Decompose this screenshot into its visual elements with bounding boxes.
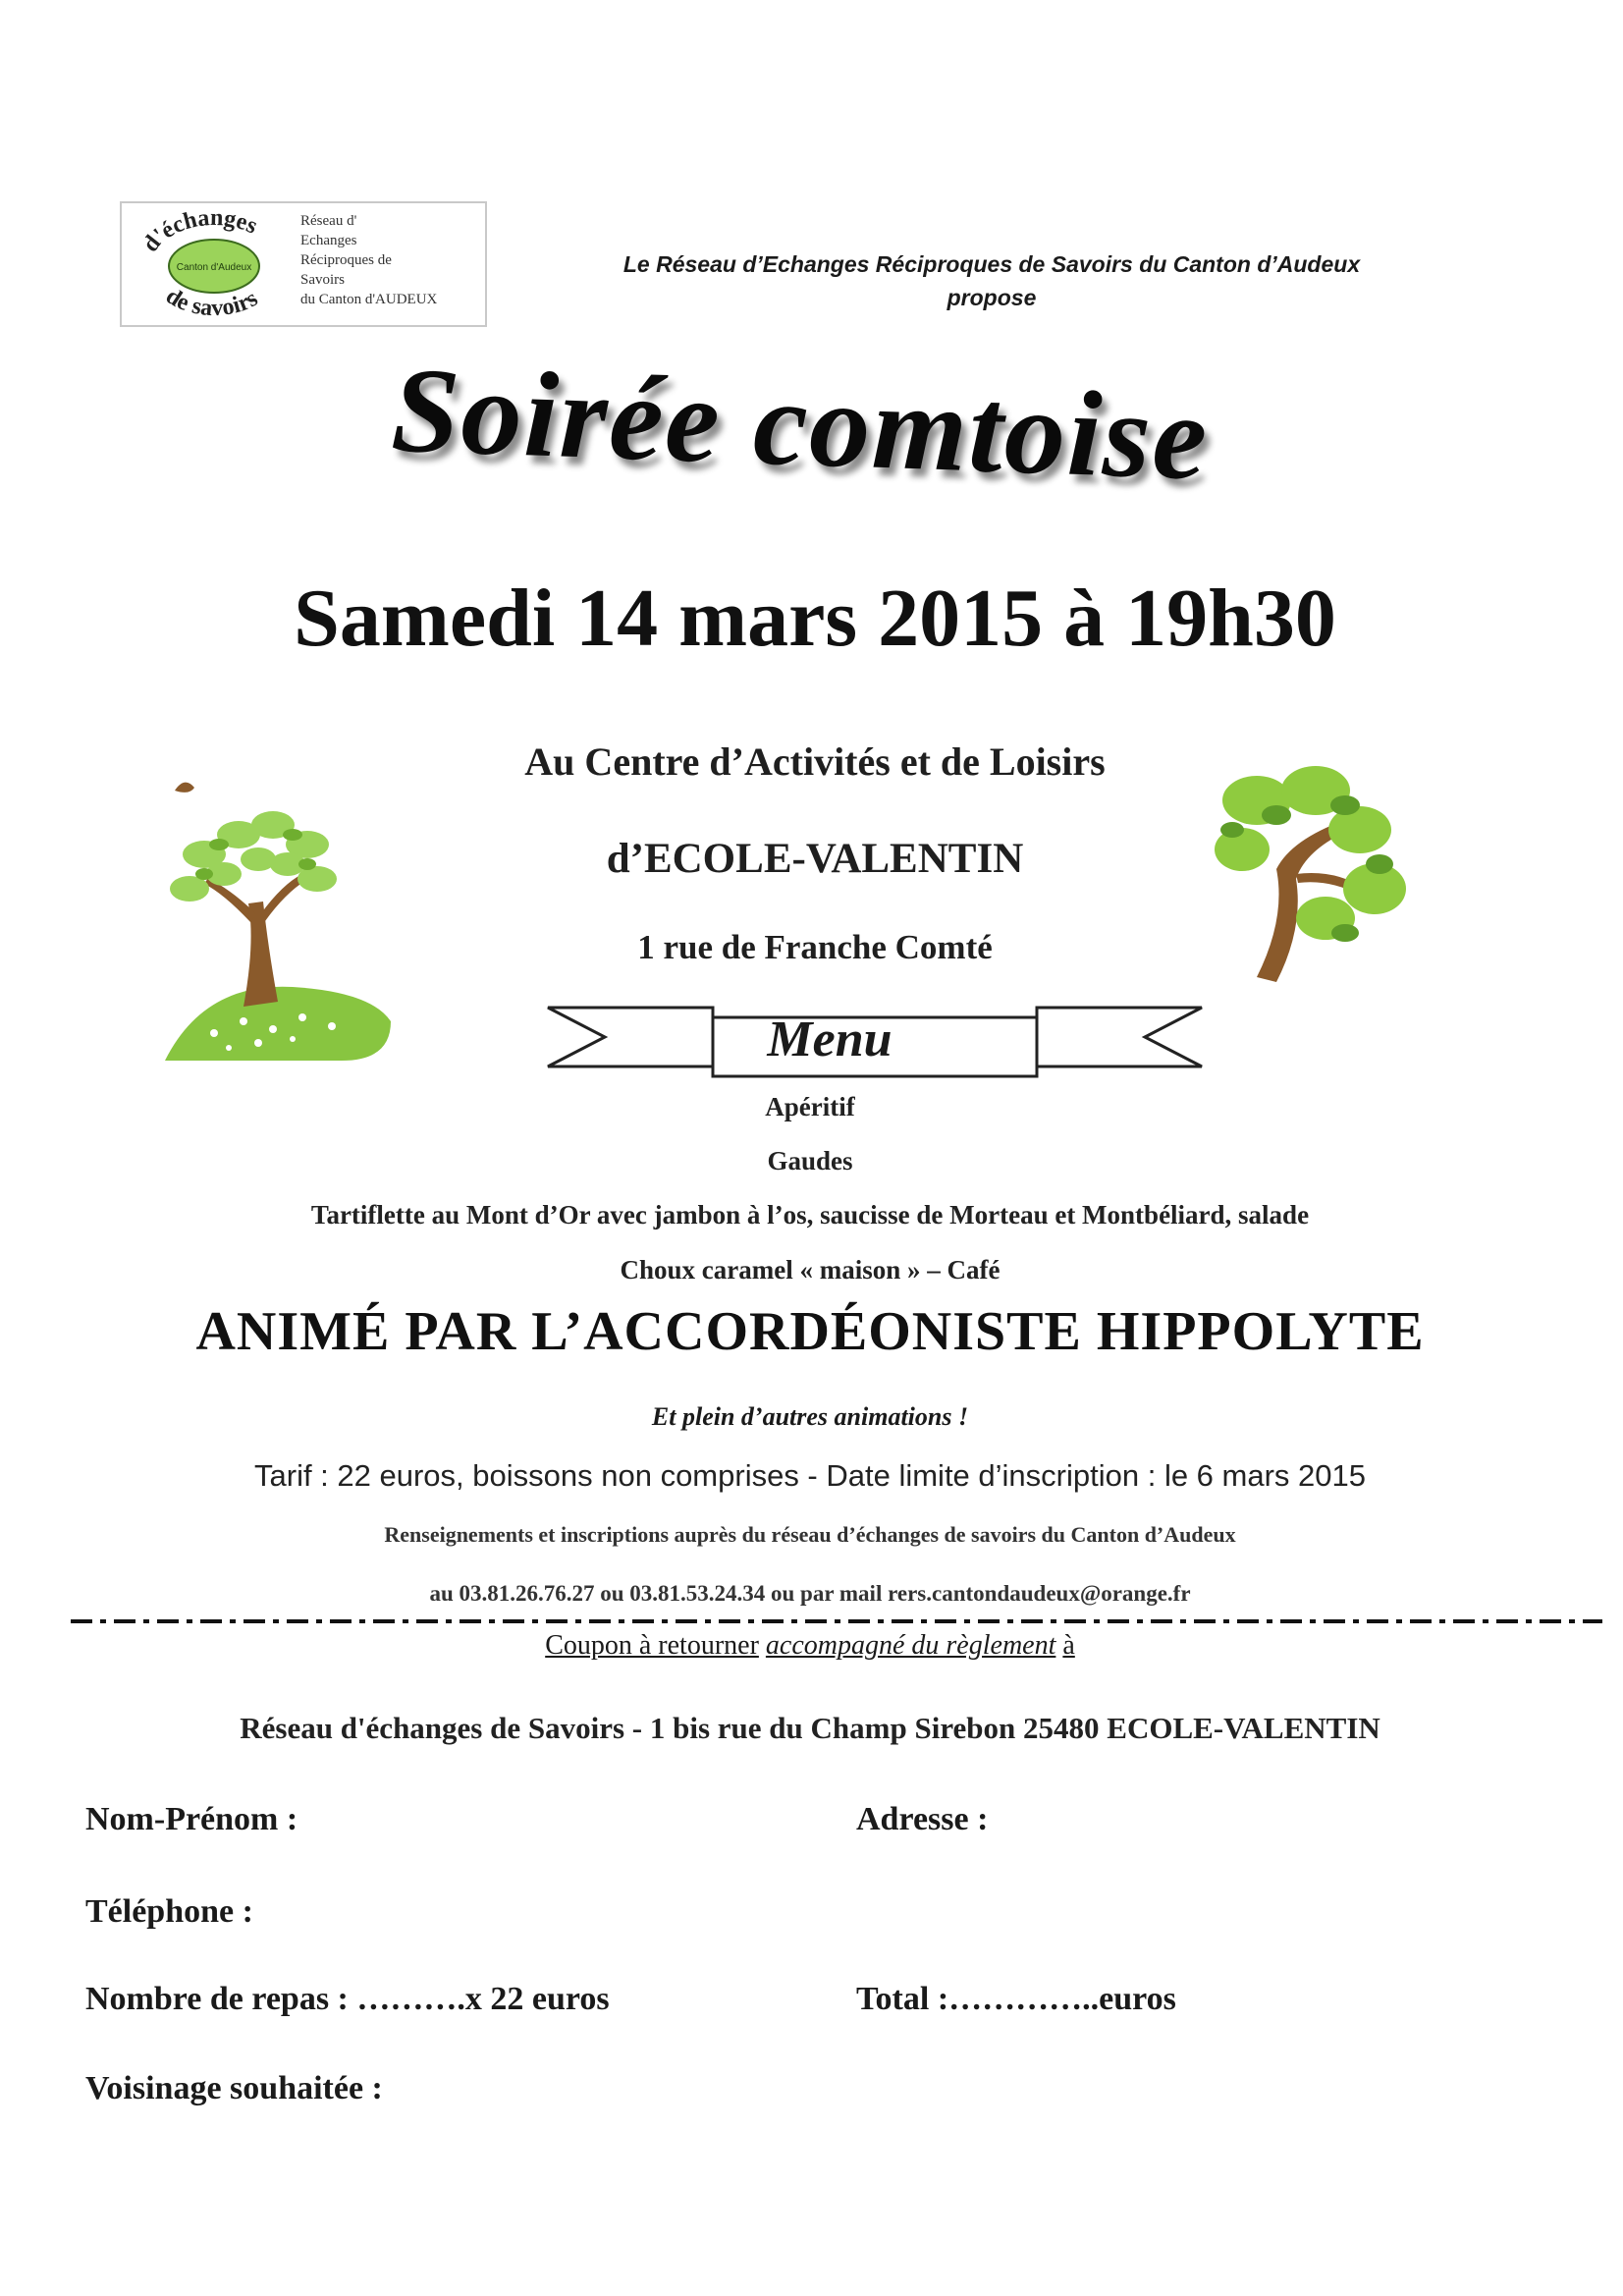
contact-info: au 03.81.26.76.27 ou 03.81.53.24.34 ou par mail rers.cantondaudeux@orange.fr xyxy=(429,1581,1191,1606)
field-address: Adresse : xyxy=(856,1801,989,1837)
coupon-text-part: Coupon à retourner xyxy=(545,1630,759,1661)
menu-title: Menu xyxy=(767,1011,893,1067)
logo-caption-line: Savoirs xyxy=(300,272,345,288)
tree-left-icon xyxy=(145,776,401,1061)
menu-item: Tartiflette au Mont d’Or avec jambon à l’os, saucisse de Morteau et Montbéliard, salade xyxy=(310,1200,1310,1230)
logo-caption-line: du Canton d'AUDEUX xyxy=(300,292,438,307)
logo-caption-line: Echanges xyxy=(300,233,357,248)
return-address: Réseau d'échanges de Savoirs - 1 bis rue du Champ Sirebon 25480 ECOLE-VALENTIN xyxy=(240,1711,1380,1745)
registration-info: Renseignements et inscriptions auprès du réseau d’échanges de savoirs du Canton d’Audeux xyxy=(384,1522,1236,1547)
logo-caption-line: Réseau d' xyxy=(300,213,357,229)
coupon-instruction xyxy=(196,1630,1424,1662)
logo-caption-line: Réciproques de xyxy=(300,252,392,268)
logo-arc-top: d'échanges xyxy=(137,209,262,257)
cut-line xyxy=(71,1617,1602,1625)
price-and-deadline: Tarif : 22 euros, boissons non comprises - Date limite d’inscription : le 6 mars 2015 xyxy=(254,1458,1366,1493)
venue-street: 1 rue de Franche Comté xyxy=(637,928,993,966)
menu-item: Choux caramel « maison » – Café xyxy=(620,1255,1001,1285)
propose-text: propose xyxy=(947,285,1037,310)
venue-name: Au Centre d’Activités et de Loisirs xyxy=(524,739,1106,784)
entertainment-headline: ANIMÉ PAR L’ACCORDÉONISTE HIPPOLYTE xyxy=(195,1301,1425,1362)
field-name: Nom-Prénom : xyxy=(85,1801,298,1837)
logo-emblem-icon xyxy=(130,209,298,319)
entertainment-tagline: Et plein d’autres animations ! xyxy=(651,1402,969,1431)
event-date: Samedi 14 mars 2015 à 19h30 xyxy=(294,573,1336,664)
field-seating: Voisinage souhaitée : xyxy=(85,2070,383,2106)
menu-item: Apéritif xyxy=(765,1092,855,1121)
field-phone: Téléphone : xyxy=(85,1893,253,1930)
field-meal-count: Nombre de repas : ……….x 22 euros xyxy=(85,1981,610,2017)
menu-item: Gaudes xyxy=(767,1146,853,1175)
organisation-logo xyxy=(120,201,487,327)
field-total: Total :…………..euros xyxy=(856,1981,1176,2017)
logo-arc-bottom: de savoirs xyxy=(161,283,263,319)
venue-town: d’ECOLE-VALENTIN xyxy=(606,836,1024,882)
coupon-text-part: à xyxy=(1062,1630,1075,1661)
event-title: Soirée comtoise xyxy=(389,342,1212,506)
logo-caption xyxy=(300,211,437,309)
coupon-text-part: accompagné du règlement xyxy=(765,1630,1056,1661)
organisation-name: Le Réseau d’Echanges Réciproques de Savoirs du Canton d’Audeux xyxy=(622,251,1361,277)
logo-center-text: Canton d'Audeux xyxy=(176,262,252,273)
